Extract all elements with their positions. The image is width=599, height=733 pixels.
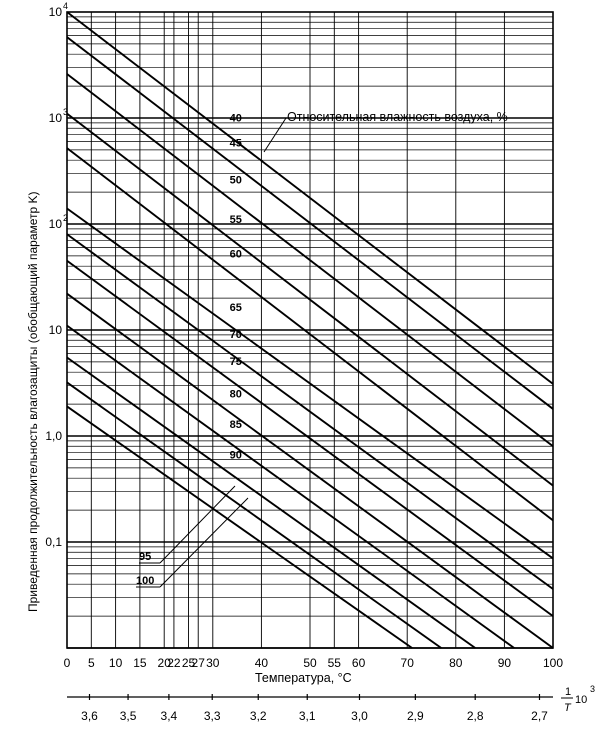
y-tick-exponent: 4 <box>63 1 69 11</box>
x-tick-label: 80 <box>449 656 463 670</box>
series-label-75: 75 <box>229 355 242 368</box>
series-label-60: 60 <box>229 248 242 261</box>
x-tick-label: 25 <box>181 656 196 670</box>
x2-tick-label: 2,7 <box>531 709 548 723</box>
series-label-95: 95 <box>139 551 152 563</box>
x-tick-label: 30 <box>206 656 220 670</box>
y-axis-title: Приведенная продолжительность влагозащиты (обобщающий параметр K) <box>26 191 40 612</box>
y-tick-label: 1,0 <box>45 429 62 443</box>
y-tick-label: 10 <box>48 111 62 125</box>
x2-axis-numerator: 1 <box>565 686 572 698</box>
series-line-100 <box>67 406 412 648</box>
x-tick-label: 90 <box>497 656 512 670</box>
x-tick-label: 100 <box>542 656 564 670</box>
x-tick-label: 0 <box>63 656 71 670</box>
x-tick-label: 10 <box>108 656 123 670</box>
x-tick-label: 15 <box>133 656 147 670</box>
x2-tick-label: 3,1 <box>298 709 316 723</box>
series-label-50: 50 <box>229 174 242 187</box>
x-tick-label: 27 <box>191 656 205 670</box>
y-tick-exponent: 3 <box>63 107 69 117</box>
series-label-70: 70 <box>229 329 242 342</box>
x2-tick-label: 3,2 <box>249 709 267 723</box>
y-tick-label: 10 <box>48 217 62 231</box>
x2-tick-label: 3,6 <box>81 709 98 723</box>
x-tick-label: 22 <box>167 656 181 670</box>
series-label-80: 80 <box>229 388 242 401</box>
x-tick-label: 5 <box>87 656 95 670</box>
y-tick-label: 0,1 <box>45 535 62 549</box>
x-tick-label: 50 <box>303 656 317 670</box>
series-label-55: 55 <box>229 213 242 226</box>
y-tick-exponent: 2 <box>63 213 69 223</box>
y-tick-label: 10 <box>48 5 62 19</box>
series-label-65: 65 <box>229 301 242 314</box>
x-axis-title: Температура, °C <box>255 671 352 685</box>
x2-tick-label: 3,4 <box>160 709 178 723</box>
x2-axis-denominator: T <box>564 702 571 714</box>
x-tick-label: 40 <box>254 656 269 670</box>
x2-tick-label: 3,5 <box>119 709 137 723</box>
series-line-90 <box>67 355 475 648</box>
x2-axis-multiplier: 10 <box>575 694 588 706</box>
x2-tick-label: 2,8 <box>466 709 484 723</box>
x2-axis-exponent: 3 <box>590 684 596 694</box>
legend-title: Относительная влажность воздуха, % <box>287 110 508 124</box>
series-label-100: 100 <box>136 575 155 587</box>
x2-tick-label: 3,0 <box>351 709 368 723</box>
series-label-85: 85 <box>229 419 242 432</box>
y-tick-label: 10 <box>48 323 62 337</box>
x-tick-label: 70 <box>400 656 414 670</box>
x2-tick-label: 2,9 <box>407 709 424 723</box>
series-label-90: 90 <box>229 449 242 462</box>
x-tick-label: 55 <box>327 656 341 670</box>
x2-tick-label: 3,3 <box>203 709 221 723</box>
series-label-45: 45 <box>229 137 242 150</box>
x-tick-label: 20 <box>157 656 171 670</box>
x-tick-label: 60 <box>351 656 366 670</box>
series-line-85 <box>67 326 514 648</box>
series-line-95 <box>67 382 441 648</box>
series-label-40: 40 <box>229 112 242 125</box>
series-labels <box>136 112 248 587</box>
